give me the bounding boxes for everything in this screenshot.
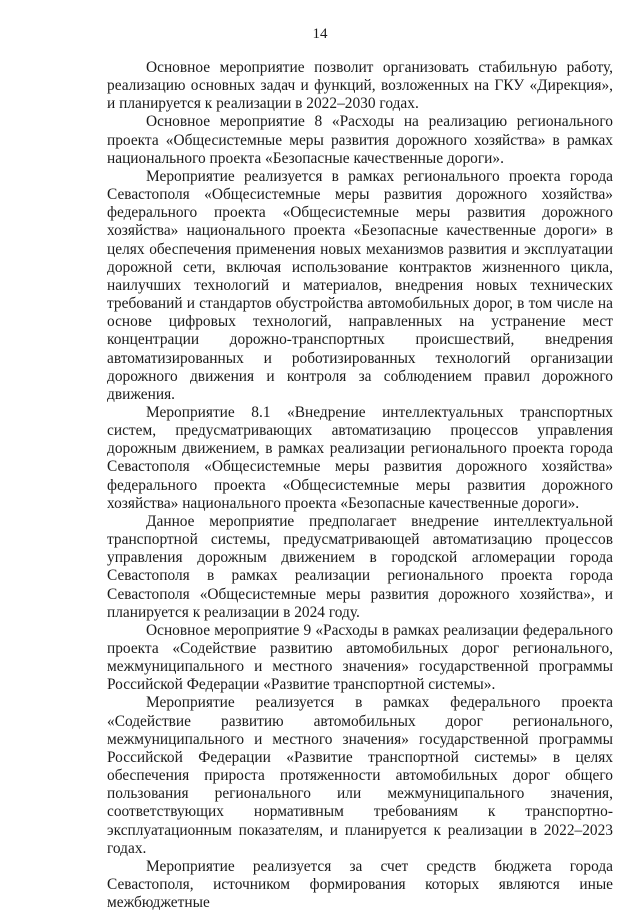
- paragraph-event-8-description: Мероприятие реализуется в рамках регионального проекта города Севастополя «Общесистемные меры развития дорожного хозяйства» федерального проекта «Общесистемные меры развития дорожного хозяйства» национального проекта «Безопасные качественные дороги» в целях обеспечения применения новых механизмов развития и эксплуатации дорожной сети, включая использование контрактов жизненного цикла, наилучших технологий и материалов, внедрения новых технических требований и стандартов обустройства автомобильных дорог, в том числе на основе цифровых технологий, направленных на устранение мест концентрации дорожно-транспортных происшествий, внедрения автоматизированных и роботизированных технологий организации дорожного движения и контроля за соблюдением правил дорожного движения.: [107, 167, 613, 403]
- paragraph-main-event-9: Основное мероприятие 9 «Расходы в рамках реализации федерального проекта «Содействие развитию автомобильных дорог регионального, межмуниципального и местного значения» государственной программы Российской Федерации «Развитие транспортной системы».: [107, 621, 613, 694]
- paragraph-event-8-1-description: Данное мероприятие предполагает внедрение интеллектуальной транспортной системы, предусматривающей автоматизацию процессов управления дорожным движением в городской агломерации города Севастополя в рамках реализации регионального проекта города Севастополя «Общесистемные меры развития дорожного хозяйства», и планируется к реализации в 2024 году.: [107, 512, 613, 621]
- paragraph-main-event-outcome: Основное мероприятие позволит организовать стабильную работу, реализацию основных задач и функций, возложенных на ГКУ «Дирекция», и планируется к реализации в 2022–2030 годах.: [107, 59, 613, 113]
- paragraph-event-8-1: Мероприятие 8.1 «Внедрение интеллектуальных транспортных систем, предусматривающих автоматизацию процессов управления дорожным движением, в рамках реализации регионального проекта города Севастополя «Общесистемные меры развития дорожного хозяйства» федерального проекта «Общесистемные меры развития дорожного хозяйства» национального проекта «Безопасные качественные дороги».: [107, 403, 613, 512]
- page-number: 14: [312, 26, 328, 42]
- paragraph-event-funding: Мероприятие реализуется за счет средств бюджета города Севастополя, источником формирования которых являются иные межбюджетные: [107, 857, 613, 912]
- paragraph-main-event-8: Основное мероприятие 8 «Расходы на реализацию регионального проекта «Общесистемные меры развития дорожного хозяйства» в рамках национального проекта «Безопасные качественные дороги».: [107, 113, 613, 167]
- document-body: [107, 59, 613, 912]
- paragraph-event-9-description: Мероприятие реализуется в рамках федерального проекта «Содействие развитию автомобильных дорог регионального, межмуниципального и местного значения» государственной программы Российской Федерации «Развитие транспортной системы» в целях обеспечения прироста протяженности автомобильных дорог общего пользования регионального или межмуниципального значения, соответствующих нормативным требованиям к транспортно-эксплуатационным показателям, и планируется к реализации в 2022–2023 годах.: [107, 694, 613, 857]
